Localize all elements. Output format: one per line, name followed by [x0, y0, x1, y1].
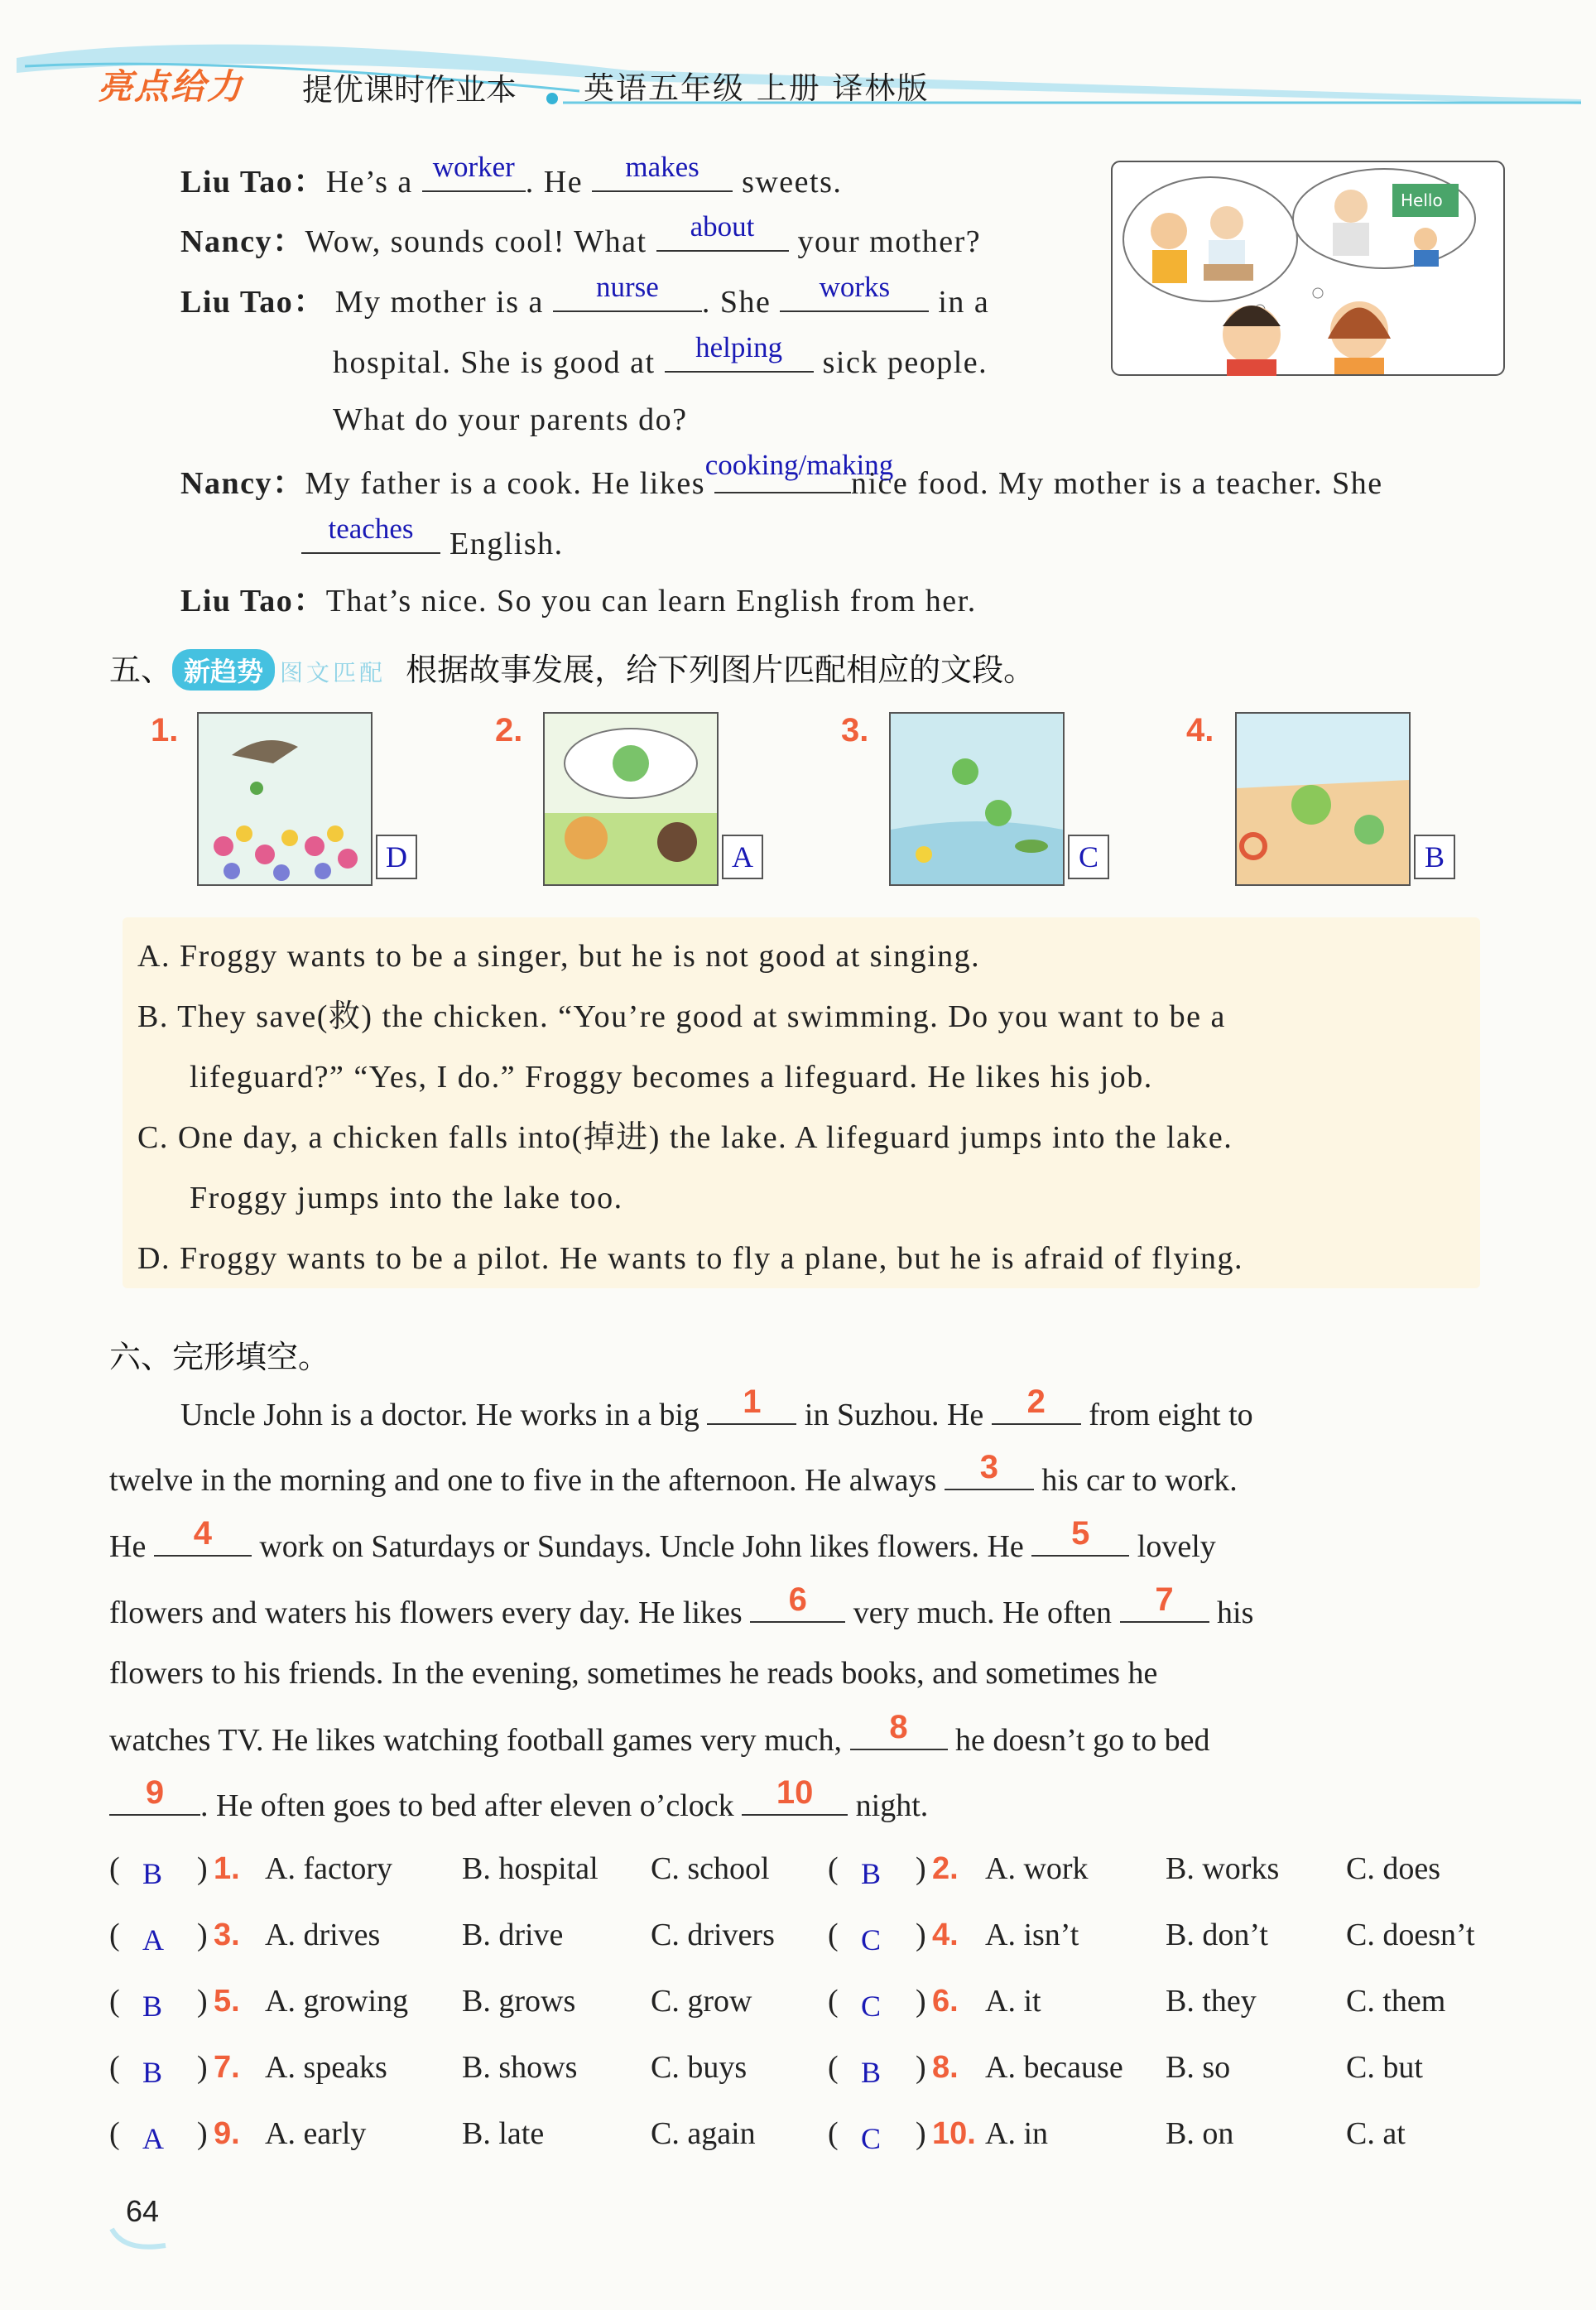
answer-text: helping — [695, 331, 783, 363]
paren-close: ) — [916, 1984, 926, 2019]
choice-a: A. work — [985, 1851, 1089, 1886]
dialogue-line-8 — [180, 585, 977, 618]
answer-blank — [592, 151, 733, 192]
picture-number: 2. — [495, 712, 523, 748]
page-number: 64 — [126, 2194, 160, 2228]
paren-close: ) — [197, 1984, 208, 2019]
cloze-blank — [1031, 1515, 1129, 1557]
choice-c: C. drivers — [651, 1918, 775, 1952]
text: your mother? — [797, 224, 982, 259]
dialogue-line-2 — [180, 210, 982, 259]
cloze-blank — [945, 1449, 1034, 1490]
blank-number: 1 — [743, 1384, 762, 1420]
dialogue-line-7 — [301, 513, 564, 561]
choice-a: A. speaks — [265, 2050, 387, 2085]
choice-c: C. doesn’t — [1346, 1918, 1475, 1952]
cloze-blank — [742, 1774, 848, 1816]
cloze-blank — [154, 1515, 252, 1557]
text: his — [1217, 1595, 1254, 1630]
family-illustration — [1111, 161, 1505, 376]
chosen-answer: C — [861, 1923, 882, 1956]
text: from eight to — [1089, 1398, 1253, 1432]
picture-number: 4. — [1186, 712, 1214, 748]
blank-number: 7 — [1155, 1581, 1174, 1618]
cloze-blank — [109, 1774, 200, 1816]
dialogue-line-1 — [180, 151, 843, 200]
brand-logo: 亮点给力 — [98, 66, 244, 107]
text: work on Saturdays or Sundays. Uncle John likes flowers. He — [259, 1529, 1024, 1564]
chosen-answer: A — [142, 1923, 164, 1956]
text: very much. He often — [853, 1595, 1113, 1630]
answer-blank — [301, 513, 440, 554]
choice-c: C. school — [651, 1851, 770, 1886]
option-c-line-2: Froggy jumps into the lake too. — [190, 1181, 623, 1215]
section-instruction: 根据故事发展，给下列图片匹配相应的文段。 — [406, 652, 1036, 688]
choice-a: A. in — [985, 2116, 1048, 2151]
question-number: 2. — [932, 1851, 959, 1886]
speaker: Liu Tao： — [180, 165, 326, 200]
answer-text: cooking/making — [704, 449, 894, 481]
paren-close: ) — [197, 1851, 208, 1886]
answer-box: B — [1414, 835, 1455, 879]
paren-open: ( — [828, 1984, 839, 2019]
choice-c: C. at — [1346, 2116, 1406, 2151]
text: nice food. My mother is a teacher. She — [851, 466, 1383, 501]
chosen-answer: B — [142, 1857, 163, 1890]
passage-line-6 — [109, 1709, 1210, 1758]
choice-b: B. so — [1166, 2050, 1231, 2085]
passage-line-5: flowers to his friends. In the evening, sometimes he reads books, and sometimes he — [109, 1656, 1158, 1691]
text: his car to work. — [1041, 1463, 1238, 1498]
text: My father is a cook. He likes — [305, 466, 705, 501]
dialogue-line-5: What do your parents do? — [333, 402, 688, 437]
question-number: 6. — [932, 1984, 959, 2019]
blank-number: 4 — [193, 1515, 212, 1552]
text: He — [109, 1529, 147, 1564]
svg-text:Hello: Hello — [1401, 190, 1443, 210]
choice-b: B. they — [1166, 1984, 1257, 2019]
chosen-answer: C — [861, 2122, 882, 2155]
paren-close: ) — [916, 2116, 926, 2151]
paren-open: ( — [109, 2050, 120, 2085]
text: he doesn’t go to bed — [955, 1723, 1210, 1758]
option-d: D. Froggy wants to be a pilot. He wants to fly a plane, but he is afraid of flying. — [137, 1241, 1244, 1276]
section-number: 五、 — [109, 652, 173, 688]
answer-blank — [656, 210, 789, 252]
blank-number: 8 — [889, 1709, 908, 1745]
choice-b: B. grows — [462, 1984, 576, 2019]
answer-blank — [780, 271, 929, 312]
choice-a: A. growing — [265, 1984, 409, 2019]
text: sweets. — [742, 165, 843, 200]
passage-line-1 — [180, 1384, 1253, 1432]
chosen-answer: B — [142, 2056, 163, 2089]
answer-text: works — [819, 271, 891, 303]
header-subtitle: 提优课时作业本 — [302, 72, 517, 108]
chosen-answer: B — [861, 1857, 882, 1890]
chosen-answer: B — [861, 2056, 882, 2089]
dialogue-line-3 — [180, 271, 990, 320]
text: Wow, sounds cool! What — [305, 224, 647, 259]
text: That’s nice. So you can learn English from her. — [325, 584, 977, 618]
trend-tag: 新趋势 — [172, 649, 275, 691]
paren-open: ( — [109, 1984, 120, 2019]
text: in a — [938, 285, 990, 320]
answer-blank — [553, 271, 702, 312]
passage-line-3 — [109, 1515, 1216, 1564]
section-6-title: 六、完形填空。 — [109, 1339, 330, 1375]
text: sick people. — [822, 345, 988, 380]
text: My mother is a — [334, 285, 544, 320]
text: twelve in the morning and one to five in the afternoon. He always — [109, 1463, 937, 1498]
choice-a: A. it — [985, 1984, 1041, 2019]
cloze-blank — [992, 1384, 1081, 1425]
header-dot — [546, 93, 558, 104]
choice-b: B. late — [462, 2116, 545, 2151]
speaker: Nancy： — [180, 466, 305, 501]
picture-4-frog-lifeguard — [1235, 712, 1411, 886]
text: hospital. She is good at — [333, 345, 656, 380]
choice-c: C. them — [1346, 1984, 1446, 2019]
choice-b: B. hospital — [462, 1851, 598, 1886]
text: watches TV. He likes watching football games very much, — [109, 1723, 843, 1758]
cloze-blank — [707, 1384, 796, 1425]
paren-open: ( — [828, 2116, 839, 2151]
text: night. — [855, 1788, 929, 1823]
cloze-blank — [850, 1709, 948, 1750]
question-number: 5. — [214, 1984, 240, 2019]
blank-number: 9 — [145, 1774, 165, 1811]
answer-box: D — [376, 835, 417, 879]
paren-open: ( — [828, 2050, 839, 2085]
answer-text: teaches — [328, 513, 414, 545]
paren-close: ) — [916, 1851, 926, 1886]
text: in Suzhou. He — [804, 1398, 984, 1432]
blank-number: 2 — [1026, 1384, 1046, 1420]
paren-close: ) — [197, 1918, 208, 1952]
choice-c: C. grow — [651, 1984, 752, 2019]
cloze-blank — [750, 1581, 845, 1623]
picture-number: 1. — [151, 712, 179, 748]
section-5-header — [109, 644, 1035, 691]
choice-b: B. shows — [462, 2050, 578, 2085]
question-number: 3. — [214, 1918, 240, 1952]
answer-blank — [422, 151, 526, 192]
answer-blank — [665, 331, 814, 373]
passage-line-7 — [109, 1774, 929, 1823]
option-b-line-2: lifeguard?” “Yes, I do.” Froggy becomes a lifeguard. He likes his job. — [190, 1060, 1153, 1095]
answer-text: about — [690, 210, 755, 243]
paren-close: ) — [916, 2050, 926, 2085]
choice-a: A. early — [265, 2116, 367, 2151]
picture-2-frog-singing — [543, 712, 719, 886]
option-a: A. Froggy wants to be a singer, but he is not good at singing. — [137, 939, 981, 974]
text: . He often goes to bed after eleven o’clock — [200, 1788, 734, 1823]
cloze-blank — [1120, 1581, 1209, 1623]
question-number: 10. — [932, 2116, 976, 2151]
picture-3-frogs-lake — [889, 712, 1065, 886]
answer-box: A — [722, 835, 763, 879]
choice-b: B. drive — [462, 1918, 564, 1952]
choice-b: B. don’t — [1166, 1918, 1268, 1952]
answer-text: worker — [432, 151, 515, 183]
header-book-title: 英语五年级 上册 译林版 — [584, 70, 930, 106]
option-b-line-1: B. They save(救) the chicken. “You’re good at swimming. Do you want to be a — [137, 999, 1226, 1034]
chosen-answer: A — [142, 2122, 164, 2155]
speaker: Liu Tao： — [180, 285, 326, 320]
blank-number: 10 — [776, 1774, 814, 1811]
text: English. — [449, 527, 564, 561]
dialogue-line-4 — [333, 331, 988, 380]
question-number: 8. — [932, 2050, 959, 2085]
choice-c: C. but — [1346, 2050, 1423, 2085]
text: lovely — [1137, 1529, 1216, 1564]
text: flowers and waters his flowers every day. He likes — [109, 1595, 743, 1630]
passage-line-2 — [109, 1449, 1238, 1498]
blank-number: 6 — [788, 1581, 807, 1618]
paren-close: ) — [197, 2116, 208, 2151]
choice-a: A. because — [985, 2050, 1123, 2085]
match-tag: 图文匹配 — [280, 659, 387, 686]
question-number: 1. — [214, 1851, 240, 1886]
choice-b: B. works — [1166, 1851, 1280, 1886]
question-number: 9. — [214, 2116, 240, 2151]
answer-box: C — [1068, 835, 1109, 879]
text: Uncle John is a doctor. He works in a big — [180, 1398, 699, 1432]
text: . He — [525, 165, 584, 200]
choice-a: A. isn’t — [985, 1918, 1079, 1952]
paren-open: ( — [828, 1851, 839, 1886]
chosen-answer: B — [142, 1990, 163, 2023]
question-number: 4. — [932, 1918, 959, 1952]
dialogue-line-6 — [180, 449, 1383, 501]
choice-a: A. drives — [265, 1918, 381, 1952]
choice-a: A. factory — [265, 1851, 393, 1886]
choice-c: C. buys — [651, 2050, 748, 2085]
paren-close: ) — [197, 2050, 208, 2085]
answer-text: makes — [625, 151, 699, 183]
question-number: 7. — [214, 2050, 240, 2085]
paren-open: ( — [109, 2116, 120, 2151]
text: He’s a — [325, 165, 413, 200]
picture-number: 3. — [841, 712, 869, 748]
speaker: Liu Tao： — [180, 584, 326, 618]
choice-b: B. on — [1166, 2116, 1234, 2151]
answer-blank — [704, 449, 894, 493]
paren-open: ( — [828, 1918, 839, 1952]
paren-open: ( — [109, 1918, 120, 1952]
passage-line-4 — [109, 1581, 1254, 1630]
paren-open: ( — [109, 1851, 120, 1886]
chosen-answer: C — [861, 1990, 882, 2023]
paren-close: ) — [916, 1918, 926, 1952]
speaker: Nancy： — [180, 224, 305, 259]
choice-c: C. does — [1346, 1851, 1440, 1886]
answer-text: nurse — [595, 271, 659, 303]
picture-1-bird-flowers — [197, 712, 373, 886]
text: . She — [701, 285, 772, 320]
choice-c: C. again — [651, 2116, 756, 2151]
blank-number: 5 — [1071, 1515, 1090, 1552]
blank-number: 3 — [979, 1449, 998, 1485]
option-c-line-1: C. One day, a chicken falls into(掉进) the lake. A lifeguard jumps into the lake. — [137, 1120, 1233, 1155]
